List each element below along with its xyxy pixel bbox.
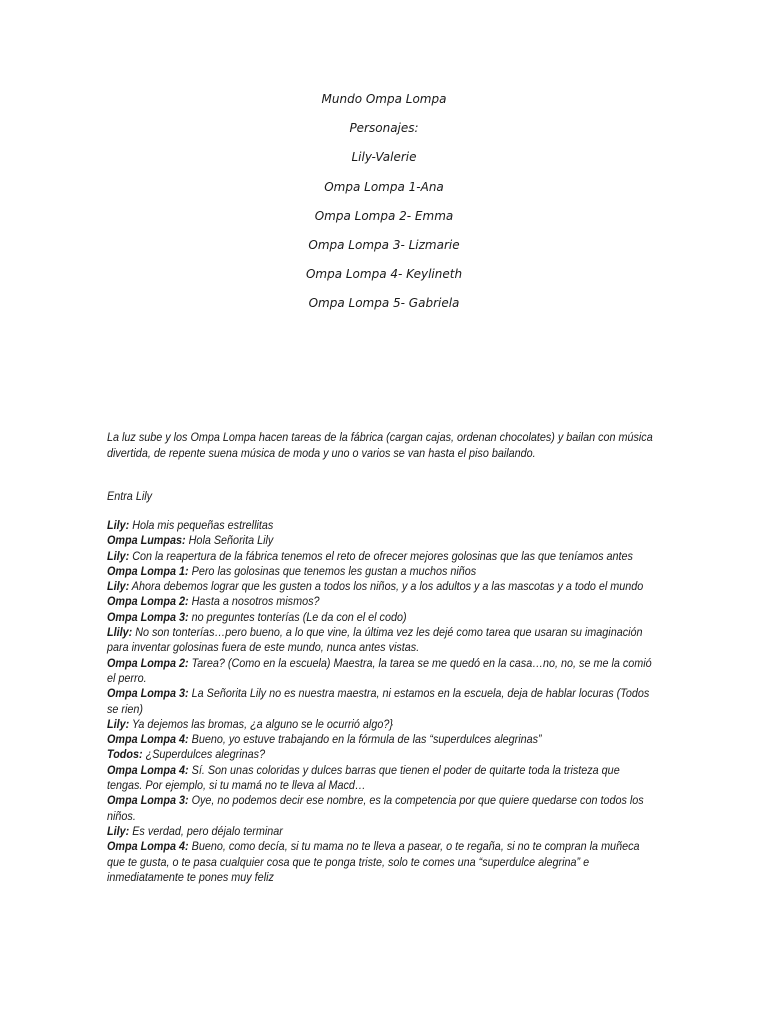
spoken-text: Ahora debemos lograr que les gusten a todos los niños, y a los adultos y a las mascotas y a todo el mundo (131, 579, 644, 594)
speaker-name: Ompa Lompa 1: (107, 563, 189, 578)
spoken-text: Ya dejemos las bromas, ¿a alguno se le ocurrió algo?} (132, 716, 393, 731)
speaker-name: Lily: (107, 579, 130, 594)
dialogue-line (107, 564, 658, 579)
character-entry: Ompa Lompa 2- Emma (314, 208, 454, 223)
speaker-name: Ompa Lompa 2: (107, 655, 189, 670)
dialogue-line (107, 549, 658, 564)
speaker-name: Ompa Lompa 3: (107, 793, 189, 808)
spoken-text: Sí. Son unas coloridas y dulces barras que tienen el poder de quitarte toda la tristeza que tengas. Por ejemplo, si tu mamá no te lleva al Macd… (107, 762, 620, 793)
spoken-text: Bueno, yo estuve trabajando en la fórmula de las “superdulces alegrinas” (191, 732, 542, 747)
dialogue-line (107, 717, 658, 732)
speaker-name: Lily: (107, 823, 130, 838)
spoken-text: ¿Superdulces alegrinas? (145, 747, 266, 762)
spoken-text: Oye, no podemos decir ese nombre, es la competencia por que quiere quedarse con todos los niños. (107, 793, 644, 823)
speaker-name: Ompa Lompa 4: (107, 762, 189, 777)
cast-list (0, 90, 768, 324)
dialogue-line (107, 625, 658, 656)
dialogue-line (107, 686, 658, 717)
dialogue-line (107, 579, 658, 594)
speaker-name: Ompa Lompa 4: (107, 732, 189, 747)
spoken-text: no preguntes tonterías (Le da con el el codo) (191, 609, 407, 624)
spoken-text: Tarea? (Como en la escuela) Maestra, la tarea se me quedó en la casa…no, no, se me la comió el perro. (107, 655, 652, 685)
dialogue-block (107, 518, 658, 885)
speaker-name: Lily: (107, 548, 130, 563)
dialogue-line (107, 610, 658, 625)
speaker-name: Ompa Lumpas: (107, 533, 186, 548)
character-entry: Ompa Lompa 1-Ana (324, 179, 444, 194)
character-entry: Ompa Lompa 4- Keylineth (305, 267, 463, 282)
speaker-name: Todos: (107, 747, 143, 762)
spoken-text: Hasta a nosotros mismos? (191, 594, 320, 609)
dialogue-line (107, 518, 658, 533)
character-entry: Lily-Valerie (351, 150, 417, 165)
speaker-name: Ompa Lompa 3: (107, 686, 189, 701)
dialogue-line (107, 656, 658, 687)
character-entry: Ompa Lompa 5- Gabriela (308, 296, 460, 311)
spoken-text: Bueno, como decía, si tu mama no te lleva a pasear, o te regaña, si no te compran la muñeca que te gusta, o te pasa cualquier cosa que te ponga triste, solo te comes una “superdulce alegrina” e inmediatamente te pones muy feliz (107, 839, 640, 884)
speaker-name: Ompa Lompa 3: (107, 609, 189, 624)
dialogue-line (107, 793, 658, 824)
play-title: Mundo Ompa Lompa (321, 92, 447, 106)
dialogue-line (107, 824, 658, 839)
character-entry: Ompa Lompa 3- Lizmarie (308, 237, 460, 252)
spoken-text: Pero las golosinas que tenemos les gustan a muchos niños (191, 563, 477, 578)
speaker-name: Lily: (107, 716, 130, 731)
dialogue-line (107, 763, 658, 794)
spoken-text: La Señorita Lily no es nuestra maestra, ni estamos en la escuela, deja de hablar locuras (Todos se rien) (107, 686, 650, 716)
dialogue-line (107, 594, 658, 609)
speaker-name: Lily: (107, 518, 130, 532)
spoken-text: Es verdad, pero déjalo terminar (132, 823, 283, 838)
spoken-text: Hola Señorita Lily (188, 533, 274, 548)
spoken-text: No son tonterías…pero bueno, a lo que vine, la última vez les dejé como tarea que usaran su imaginación para inventar golosinas fuera de este mundo, nunca antes vistas. (107, 625, 643, 655)
speaker-name: Ompa Lompa 4: (107, 839, 189, 854)
stage-direction: La luz sube y los Ompa Lompa hacen tareas de la fábrica (cargan cajas, ordenan chocolates) y bailan con música divertida, de repente suena música de moda y uno o varios se van hasta el piso bailando. (107, 430, 653, 460)
entrance-direction: Entra Lily (107, 489, 153, 503)
dialogue-line (107, 747, 658, 762)
dialogue-line (107, 533, 658, 548)
speaker-name: Ompa Lompa 2: (107, 594, 189, 609)
dialogue-line (107, 732, 658, 747)
dialogue-line (107, 839, 658, 885)
spoken-text: Hola mis pequeñas estrellitas (132, 518, 274, 532)
characters-heading: Personajes: (349, 121, 419, 136)
spoken-text: Con la reapertura de la fábrica tenemos el reto de ofrecer mejores golosinas que las que teníamos antes (132, 548, 633, 563)
speaker-name: Llily: (107, 625, 133, 640)
